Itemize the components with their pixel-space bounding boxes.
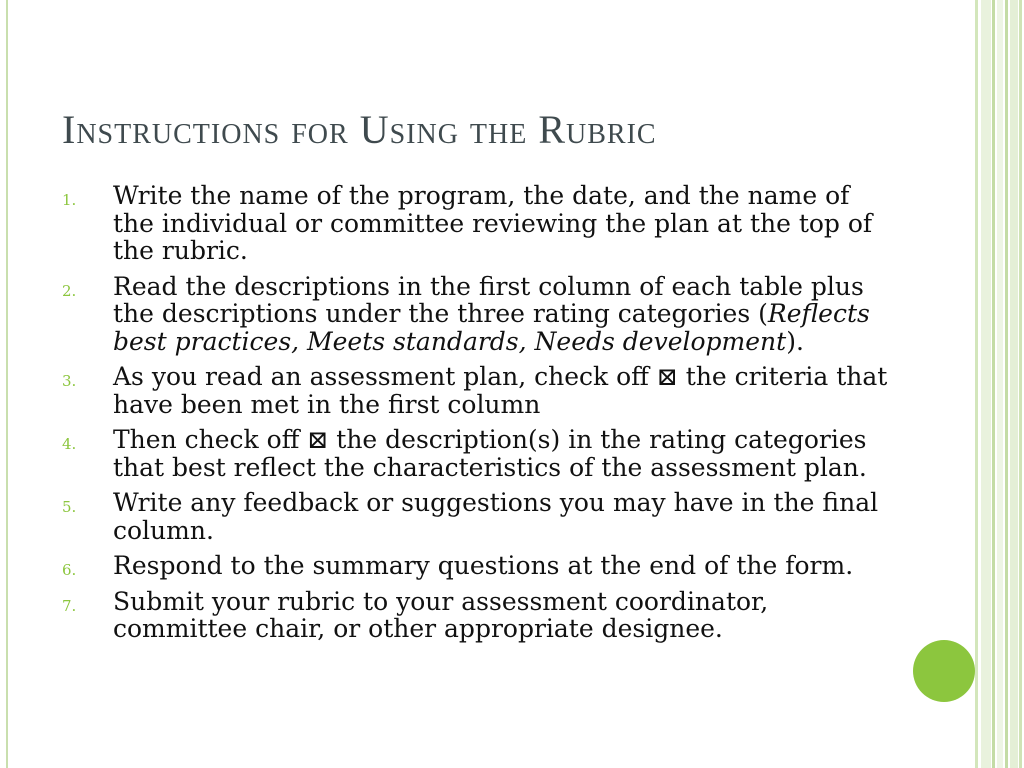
list-item: [62, 273, 892, 356]
decorative-stripe: [1005, 0, 1008, 768]
list-item: [62, 182, 892, 265]
list-number: 2.: [62, 281, 77, 300]
list-item-text: Submit your rubric to your assessment coordinator, committee chair, or other appropriate designee.: [113, 586, 769, 643]
decorative-stripe: [975, 0, 978, 768]
list-item-text: As you read an assessment plan, check off ⊠ the criteria that have been met in the first column: [113, 362, 888, 419]
decorative-stripe: [997, 0, 1003, 768]
rating-categories-italic: Reflects best practices, Meets standards, Needs development: [113, 299, 870, 356]
instruction-list: [62, 182, 892, 651]
decorative-stripe: [1019, 0, 1022, 768]
list-item: [62, 588, 892, 643]
list-item: [62, 426, 892, 481]
list-item-text: Write the name of the program, the date, and the name of the individual or committee reviewing the plan at the top of the rubric.: [113, 181, 873, 265]
list-number: 5.: [62, 498, 77, 516]
list-number: 4.: [62, 435, 77, 453]
list-item-text: Then check off ⊠ the description(s) in the rating categories that best reflect the characteristics of the assessment plan.: [113, 425, 867, 482]
left-border-line: [6, 0, 8, 768]
decorative-circle: [913, 640, 975, 702]
list-number: 7.: [62, 596, 77, 615]
list-item: [62, 489, 892, 544]
decorative-stripe: [981, 0, 991, 768]
list-item-text: [113, 273, 892, 356]
slide-title: Instructions for Using the Rubric: [62, 107, 657, 152]
list-item-text: Write any feedback or suggestions you may have in the final column.: [113, 488, 879, 545]
list-number: 3.: [62, 372, 77, 390]
list-item-text: Respond to the summary questions at the end of the form.: [113, 551, 854, 580]
decorative-stripe: [992, 0, 995, 768]
list-item: [62, 363, 892, 418]
list-item-text-post: ).: [786, 326, 804, 356]
list-number: 1.: [62, 191, 77, 209]
decorative-stripe: [1010, 0, 1018, 768]
list-item-text-pre: Read the descriptions in the first column of each table plus the descriptions under the three rating categories (: [113, 271, 864, 328]
list-number: 6.: [62, 561, 77, 579]
list-item: [62, 552, 892, 580]
